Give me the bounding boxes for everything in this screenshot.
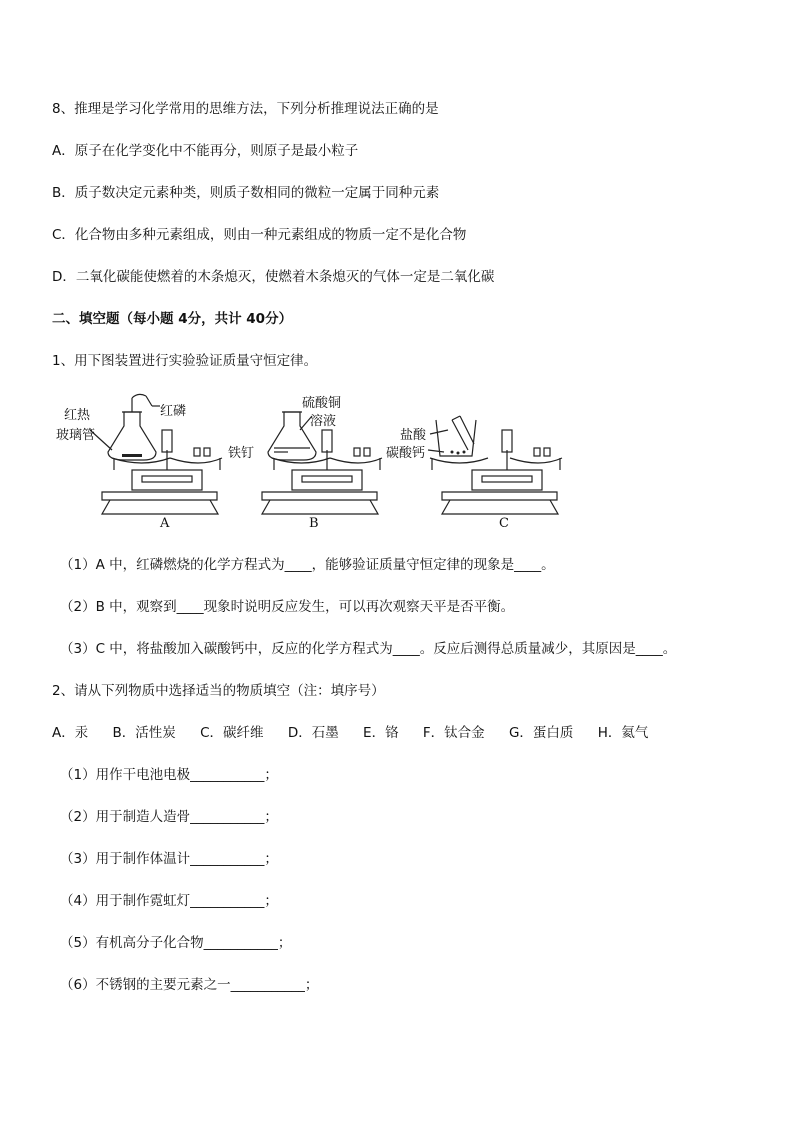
option-c: C．碳纤维 [200,725,264,741]
section-heading: 二、填空题（每小题 4分，共计 40分） [52,311,293,327]
pointer-c-carbonate [428,450,444,452]
q8-stem: 8、推理是学习化学常用的思维方法，下列分析推理说法正确的是 [52,101,439,117]
fill1-stem: 1、用下图装置进行实验验证质量守恒定律。 [52,353,318,369]
fill2-item-5: （5）有机高分子化合物___________； [60,935,292,951]
label-phosphorus: 红磷 [160,404,187,419]
option-f: F．钛合金 [422,725,485,741]
label-solution-1: 硫酸铜 [302,396,342,411]
fill2-item-3: （3）用于制作体温计___________； [60,851,278,867]
fill1-part-2: （2）B 中，观察到____现象时说明反应发生，可以再次观察天平是否平衡。 [60,599,515,615]
option-a: A．汞 [52,725,89,741]
q8-option-a: A．原子在化学变化中不能再分，则原子是最小粒子 [52,143,359,159]
fill2-options [52,724,668,742]
option-b: B．活性炭 [112,725,176,741]
fill2-item-1: （1）用作干电池电极___________； [60,767,278,783]
fill2-item-2: （2）用于制造人造骨___________； [60,809,278,825]
pointer-c-acid [430,430,448,434]
q8-option-c: C．化合物由多种元素组成，则由一种元素组成的物质一定不是化合物 [52,227,467,243]
option-h: H．氦气 [597,725,649,741]
caption-c: C [499,516,509,531]
q8-option-d: D．二氧化碳能使燃着的木条熄灭，使燃着木条熄灭的气体一定是二氧化碳 [52,269,495,285]
option-g: G．蛋白质 [508,725,574,741]
fill2-item-6: （6）不锈钢的主要元素之一___________； [60,977,319,993]
fill1-part-3: （3）C 中，将盐酸加入碳酸钙中，反应的化学方程式为____。反应后测得总质量减少，其原因是____。 [60,641,677,657]
q8-option-b: B．质子数决定元素种类，则质子数相同的微粒一定属于同种元素 [52,185,440,201]
option-e: E．铬 [363,725,399,741]
balance-c [430,416,562,514]
caption-a: A [160,516,170,531]
label-hot-2: 玻璃管 [56,428,96,443]
label-acid: 盐酸 [400,428,427,443]
experiment-figure [52,390,572,540]
label-carbonate: 碳酸钙 [386,446,426,461]
option-d: D．石墨 [287,725,339,741]
label-nail: 铁钉 [228,446,255,461]
fill2-item-4: （4）用于制作霓虹灯___________； [60,893,278,909]
label-solution-2: 溶液 [310,414,337,429]
caption-b: B [309,516,319,531]
fill2-stem: 2、请从下列物质中选择适当的物质填空（注：填序号） [52,683,385,699]
fill1-part-1: （1）A 中，红磷燃烧的化学方程式为____，能够验证质量守恒定律的现象是____。 [60,557,555,573]
label-hot-1: 红热 [64,408,91,423]
